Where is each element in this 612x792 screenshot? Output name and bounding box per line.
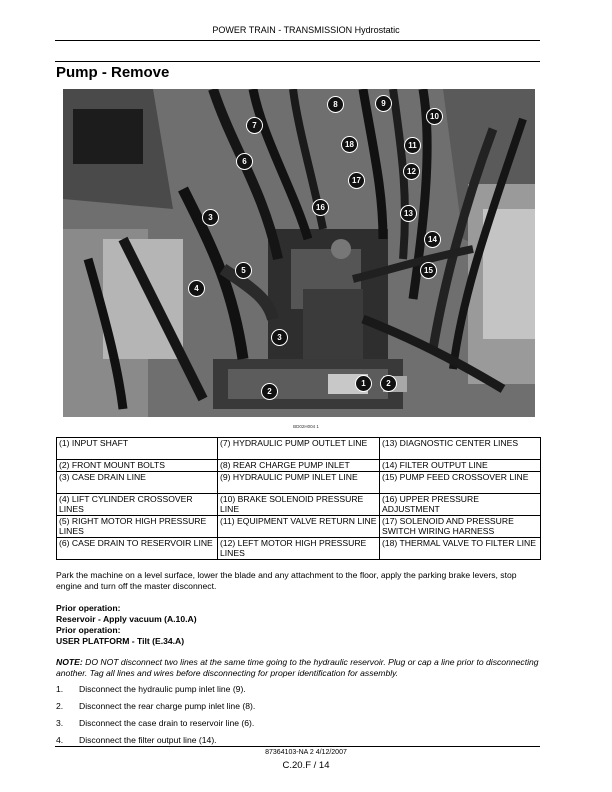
legend-row <box>57 515 541 537</box>
header-rule <box>55 40 540 41</box>
callout-7: 7 <box>246 117 263 134</box>
legend-cell: (8) REAR CHARGE PUMP INLET <box>218 460 380 472</box>
step-number: 3. <box>56 718 64 728</box>
step-text: Disconnect the filter output line (14). <box>79 735 217 745</box>
callout-8: 8 <box>327 96 344 113</box>
step-item <box>56 735 217 745</box>
step-text: Disconnect the case drain to reservoir line (6). <box>79 718 255 728</box>
legend-cell: (7) HYDRAULIC PUMP OUTLET LINE <box>218 438 380 460</box>
legend-cell: (4) LIFT CYLINDER CROSSOVER LINES <box>57 493 218 515</box>
legend-row <box>57 493 541 515</box>
legend-cell: (10) BRAKE SOLENOID PRESSURE LINE <box>218 493 380 515</box>
callout-15: 15 <box>420 262 437 279</box>
callout-3-lower: 3 <box>271 329 288 346</box>
legend-cell: (11) EQUIPMENT VALVE RETURN LINE <box>218 515 380 537</box>
page-title: Pump - Remove <box>56 64 170 81</box>
callout-9: 9 <box>375 95 392 112</box>
step-item <box>56 701 255 711</box>
prior-operation-label: Prior operation: <box>56 625 121 635</box>
legend-cell: (6) CASE DRAIN TO RESERVOIR LINE <box>57 537 218 559</box>
prior-operation-link[interactable]: Reservoir - Apply vacuum (A.10.A) <box>56 614 197 624</box>
legend-table <box>56 437 541 560</box>
note-text: DO NOT disconnect two lines at the same time going to the hydraulic reservoir. Plug or cap a line prior to disconnecting another. Tag all lines and wires before disconnecting for proper identification for assembly. <box>56 657 539 678</box>
legend-cell: (17) SOLENOID AND PRESSURE SWITCH WIRING HARNESS <box>380 515 541 537</box>
legend-cell: (3) CASE DRAIN LINE <box>57 471 218 493</box>
callout-6: 6 <box>236 153 253 170</box>
legend-cell: (1) INPUT SHAFT <box>57 438 218 460</box>
callout-10: 10 <box>426 108 443 125</box>
callout-13: 13 <box>400 205 417 222</box>
callout-2-right: 2 <box>380 375 397 392</box>
step-number: 2. <box>56 701 64 711</box>
legend-cell: (5) RIGHT MOTOR HIGH PRESSURE LINES <box>57 515 218 537</box>
prior-operation-label: Prior operation: <box>56 603 121 613</box>
legend-cell: (14) FILTER OUTPUT LINE <box>380 460 541 472</box>
callout-17: 17 <box>348 172 365 189</box>
prior-operation-link[interactable]: USER PLATFORM - Tilt (E.34.A) <box>56 636 185 646</box>
legend-row <box>57 438 541 460</box>
legend-cell: (9) HYDRAULIC PUMP INLET LINE <box>218 471 380 493</box>
callout-5: 5 <box>235 262 252 279</box>
footer-rule <box>55 746 540 747</box>
legend-row <box>57 537 541 559</box>
footer-page-number: C.20.F / 14 <box>282 760 330 771</box>
photo-id: BD02H004 1 <box>293 424 319 429</box>
callout-1: 1 <box>355 375 372 392</box>
callout-11: 11 <box>404 137 421 154</box>
legend-row <box>57 471 541 493</box>
legend-cell: (2) FRONT MOUNT BOLTS <box>57 460 218 472</box>
callout-14: 14 <box>424 231 441 248</box>
step-text: Disconnect the rear charge pump inlet line (8). <box>79 701 256 711</box>
step-text: Disconnect the hydraulic pump inlet line (9). <box>79 684 246 694</box>
callout-3-upper: 3 <box>202 209 219 226</box>
callout-18: 18 <box>341 136 358 153</box>
callout-12: 12 <box>403 163 420 180</box>
footer-doc-id: 87364103-NA 2 4/12/2007 <box>265 749 347 756</box>
intro-paragraph: Park the machine on a level surface, lower the blade and any attachment to the floor, apply the parking brake levers, stop engine and turn off the master disconnect. <box>56 570 517 591</box>
callout-4: 4 <box>188 280 205 297</box>
running-header: POWER TRAIN - TRANSMISSION Hydrostatic <box>212 25 400 35</box>
title-rule <box>55 61 540 62</box>
step-number: 1. <box>56 684 64 694</box>
step-number: 4. <box>56 735 64 745</box>
legend-cell: (12) LEFT MOTOR HIGH PRESSURE LINES <box>218 537 380 559</box>
legend-cell: (13) DIAGNOSTIC CENTER LINES <box>380 438 541 460</box>
pump-photo-drawing <box>63 89 535 417</box>
note-label: NOTE: <box>56 657 83 667</box>
callout-16: 16 <box>312 199 329 216</box>
legend-row <box>57 460 541 472</box>
step-item <box>56 718 254 728</box>
legend-cell: (15) PUMP FEED CROSSOVER LINE <box>380 471 541 493</box>
note-paragraph <box>56 657 540 678</box>
step-item <box>56 684 246 694</box>
legend-cell: (16) UPPER PRESSURE ADJUSTMENT <box>380 493 541 515</box>
legend-cell: (18) THERMAL VALVE TO FILTER LINE <box>380 537 541 559</box>
callout-2-left: 2 <box>261 383 278 400</box>
pump-photo <box>63 89 535 417</box>
